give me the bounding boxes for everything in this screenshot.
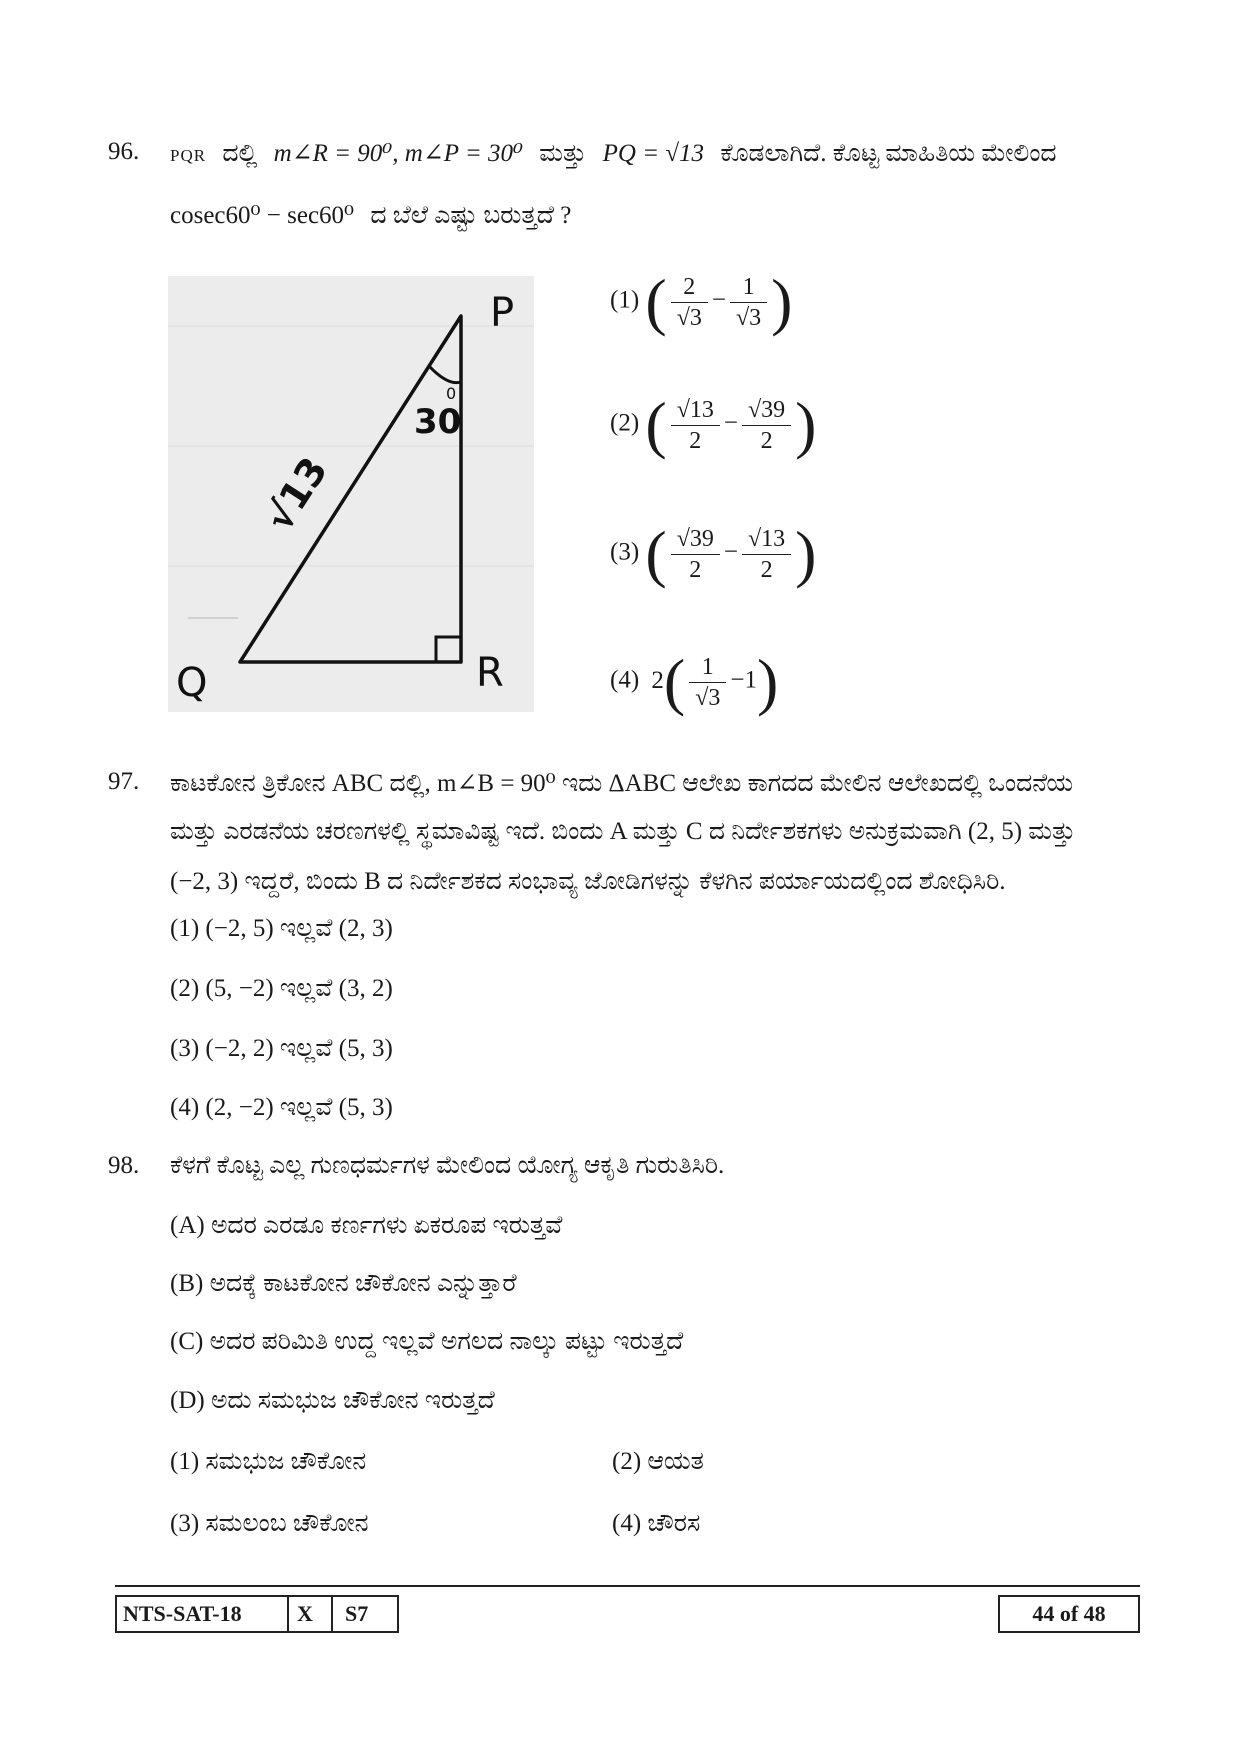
question-96-stem-line1: PQR ದಲ್ಲಿ m∠R = 90⁰, m∠P = 30⁰ ಮತ್ತು PQ = √13 ಕೊಡಲಾಗಿದೆ. ಕೊಟ್ಟ ಮಾಹಿತಿಯ ಮೇಲಿಂದ [170, 140, 1057, 167]
question-96-option-2[interactable]: (2) ( $\frac{√13}{2}$ − $\frac{√39}{2}$ ) [610, 389, 817, 460]
question-98-property-c: (C) ಅದರ ಪರಿಮಿತಿ ಉದ್ದ ಇಲ್ಲವೆ ಅಗಲದ ನಾಲ್ಕು ಪಟ್ಟು ಇರುತ್ತದೆ [170, 1328, 684, 1355]
question-96-number: 96. [108, 138, 140, 165]
question-97-stem-line1: ಕಾಟಕೋನ ತ್ರಿಕೋನ ABC ದಲ್ಲಿ, m∠B = 90⁰ ಇದು ΔABC ಆಲೇಖ ಕಾಗದದ ಮೇಲಿನ ಆಲೇಖದಲ್ಲಿ ಒಂದನೆಯ [170, 770, 1074, 797]
question-98-option-2[interactable]: (2) ಆಯತ [612, 1448, 704, 1475]
vertex-q-label: Q [176, 660, 208, 706]
footer-rule [115, 1585, 1140, 1587]
footer-exam-code: NTS-SAT-18 [123, 1601, 242, 1626]
right-angle-marker [436, 637, 461, 662]
footer-class: X [297, 1601, 313, 1626]
question-96-option-1[interactable]: (1) ( $\frac{2}{√3}$ − $\frac{1}{√3}$ ) [610, 266, 793, 337]
footer-set: S7 [345, 1601, 369, 1626]
angle-label: 30 [414, 402, 462, 442]
hypotenuse-label: √13 [256, 449, 337, 539]
question-96-option-4[interactable]: (4) 2( $\frac{1}{√3}$ −1) [610, 646, 779, 717]
footer-divider [287, 1595, 289, 1633]
angle-arc [429, 366, 461, 383]
footer-divider [331, 1595, 333, 1633]
question-97-option-2[interactable]: (2) (5, −2) ಇಲ್ಲವೆ (3, 2) [170, 975, 393, 1002]
footer-page-number: 44 of 48 [1032, 1601, 1106, 1626]
angle-degree-mark: 0 [446, 384, 457, 403]
question-98-property-a: (A) ಅದರ ಎರಡೂ ಕರ್ಣಗಳು ಏಕರೂಪ ಇರುತ್ತವೆ [170, 1212, 563, 1239]
question-96-stem-line2: cosec60⁰ − sec60⁰ ದ ಬೆಲೆ ಎಷ್ಟು ಬರುತ್ತದೆ ? [170, 202, 572, 229]
question-97-option-4[interactable]: (4) (2, −2) ಇಲ್ಲವೆ (5, 3) [170, 1094, 393, 1121]
question-98-property-d: (D) ಅದು ಸಮಭುಜ ಚೌಕೋನ ಇರುತ್ತದೆ [170, 1387, 495, 1414]
question-97-number: 97. [108, 768, 140, 795]
question-97-stem-line2: ಮತ್ತು ಎರಡನೆಯ ಚರಣಗಳಲ್ಲಿ ಸ್ಥಮಾವಿಷ್ಟ ಇದೆ. ಬಿಂದು A ಮತ್ತು C ದ ನಿರ್ದೇಶಕಗಳು ಅನುಕ್ರಮವಾಗಿ (2, 5) ಮತ್ತು [170, 818, 1076, 845]
vertex-p-label: P [490, 290, 515, 336]
question-96-option-3[interactable]: (3) ( $\frac{√39}{2}$ − $\frac{√13}{2}$ ) [610, 518, 817, 589]
footer-page-box [998, 1595, 1140, 1633]
vertex-r-label: R [476, 650, 504, 696]
question-98-number: 98. [108, 1152, 140, 1179]
question-97-option-3[interactable]: (3) (−2, 2) ಇಲ್ಲವೆ (5, 3) [170, 1035, 393, 1062]
triangle-name: PQR [170, 146, 207, 165]
question-98-stem: ಕೆಳಗೆ ಕೊಟ್ಟ ಎಲ್ಲ ಗುಣಧರ್ಮಗಳ ಮೇಲಿಂದ ಯೋಗ್ಯ ಆಕೃತಿ ಗುರುತಿಸಿರಿ. [170, 1152, 725, 1179]
question-98-option-4[interactable]: (4) ಚೌರಸ [612, 1510, 701, 1537]
triangle-diagram [168, 276, 534, 712]
question-98-option-3[interactable]: (3) ಸಮಲಂಬ ಚೌಕೋನ [170, 1510, 369, 1537]
question-97-option-1[interactable]: (1) (−2, 5) ಇಲ್ಲವೆ (2, 3) [170, 915, 393, 942]
question-97-stem-line3: (−2, 3) ಇದ್ದರೆ, ಬಿಂದು B ದ ನಿರ್ದೇಶಕದ ಸಂಭಾವ್ಯ ಜೋಡಿಗಳನ್ನು ಕೆಳಗಿನ ಪರ್ಯಾಯದಲ್ಲಿಂದ ಶೋಧಿಸಿರಿ. [170, 868, 1006, 895]
triangle-figure [168, 276, 534, 712]
footer-code-box [115, 1595, 399, 1633]
question-98-option-1[interactable]: (1) ಸಮಭುಜ ಚೌಕೋನ [170, 1448, 367, 1475]
question-98-property-b: (B) ಅದಕ್ಕೆ ಕಾಟಕೋನ ಚೌಕೋನ ಎನ್ನುತ್ತಾರೆ [170, 1270, 517, 1297]
